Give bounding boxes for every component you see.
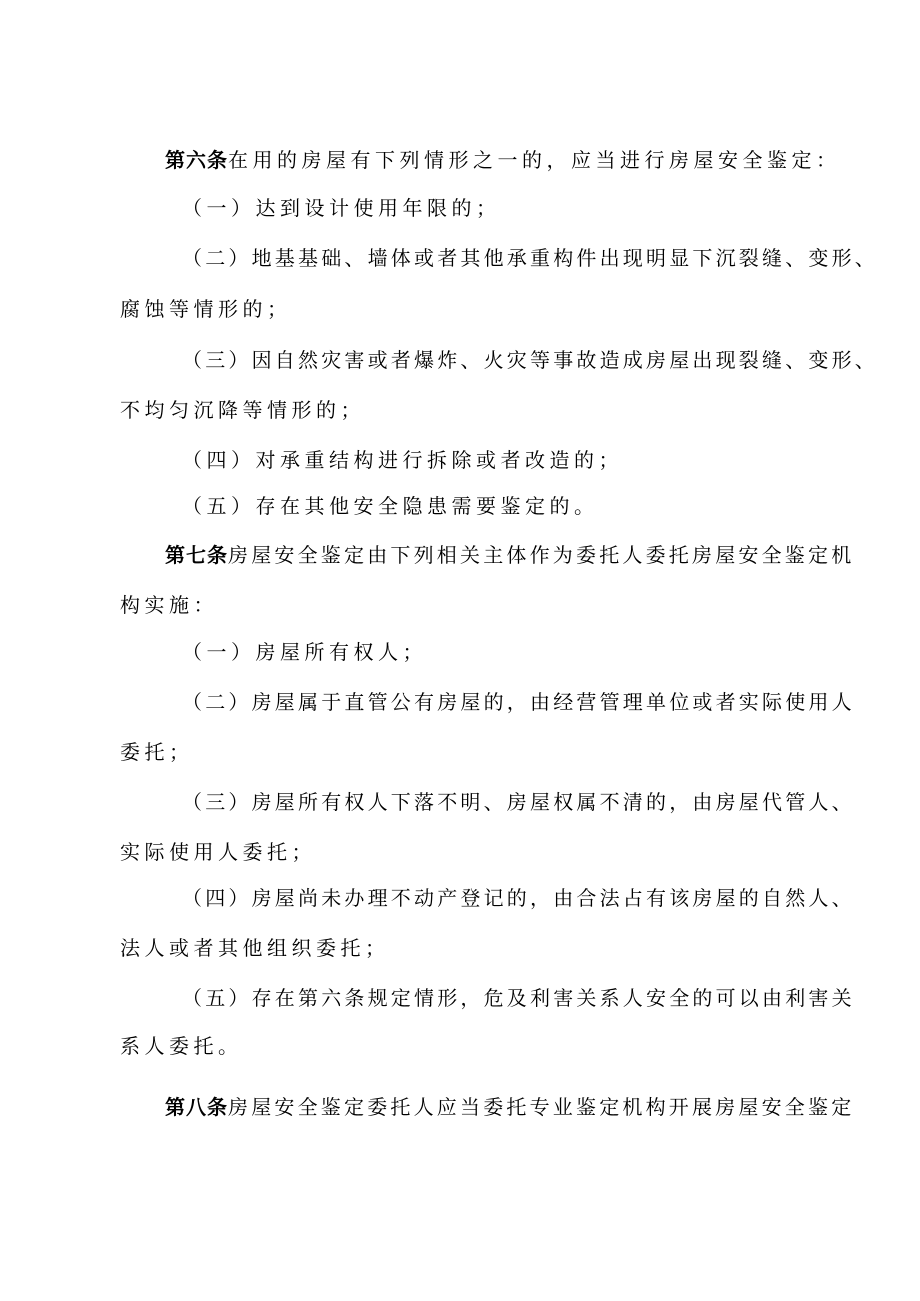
article7-item1: （一）房屋所有权人； [182,640,427,664]
article6-item3-line2: 不均匀沉降等情形的； [120,398,365,422]
article8-intro-line1: 房屋安全鉴定委托人应当委托专业鉴定机构开展房屋安全鉴定 [228,1095,855,1119]
article6-heading: 第六条 [165,148,228,172]
article7-item2-line2: 委托； [120,740,194,764]
article6-item5: （五）存在其他安全隐患需要鉴定的。 [182,494,599,518]
article6-item2-line1: （二）地基基础、墙体或者其他承重构件出现明显下沉裂缝、变形、 [182,246,878,270]
article7-item4-line1: （四）房屋尚未办理不动产登记的，由合法占有该房屋的自然人、 [182,886,855,910]
article6-paragraph [165,146,885,174]
article8-heading: 第八条 [165,1095,228,1119]
article6-item4: （四）对承重结构进行拆除或者改造的； [182,448,623,472]
article7-intro-line1: 房屋安全鉴定由下列相关主体作为委托人委托房屋安全鉴定机 [228,543,855,567]
article8-paragraph [165,1093,885,1121]
article6-item3-line1: （三）因自然灾害或者爆炸、火灾等事故造成房屋出现裂缝、变形、 [182,348,878,372]
article7-item4-line2: 法人或者其他组织委托； [120,936,390,960]
article6-item2-line2: 腐蚀等情形的； [120,297,292,321]
article7-paragraph [165,541,885,569]
article6-intro: 在用的房屋有下列情形之一的，应当进行房屋安全鉴定： [228,148,841,172]
article7-heading: 第七条 [165,543,228,567]
article7-intro-line2: 构实施： [120,593,218,617]
article7-item2-line1: （二）房屋属于直管公有房屋的，由经营管理单位或者实际使用人 [182,690,855,714]
article6-item1: （一）达到设计使用年限的； [182,196,501,220]
article7-item3-line2: 实际使用人委托； [120,840,316,864]
article7-item3-line1: （三）房屋所有权人下落不明、房屋权属不清的，由房屋代管人、 [182,790,855,814]
article7-item5-line2: 系人委托。 [120,1034,243,1058]
article7-item5-line1: （五）存在第六条规定情形，危及利害关系人安全的可以由利害关 [182,986,855,1010]
